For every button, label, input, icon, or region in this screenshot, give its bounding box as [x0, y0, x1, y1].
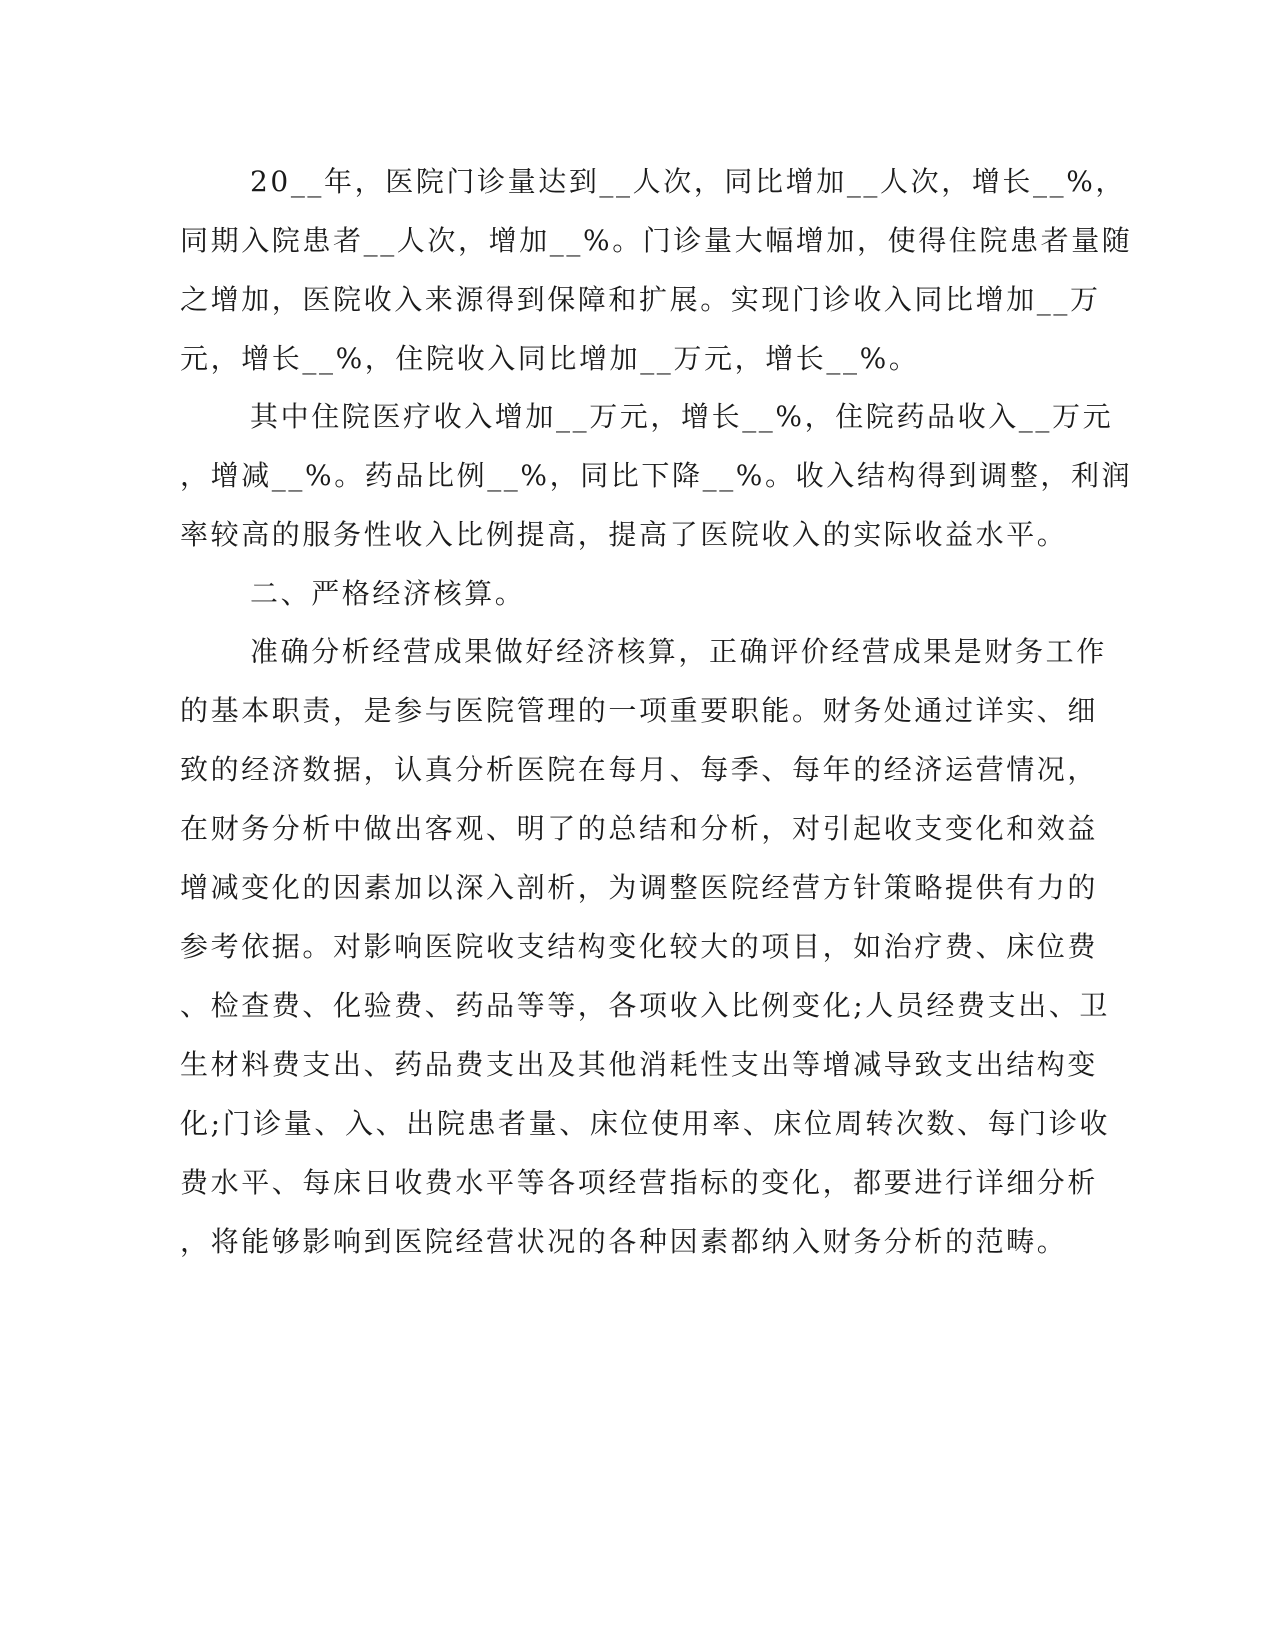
paragraph-1-line-2: 同期入院患者__人次，增加__%。门诊量大幅增加，使得住院患者量随	[180, 224, 1133, 257]
section-heading: 二、严格经济核算。	[250, 577, 526, 610]
paragraph-4-line-6: 参考依据。对影响医院收支结构变化较大的项目，如治疗费、床位费	[180, 930, 1099, 963]
paragraph-4-line-5: 增减变化的因素加以深入剖析，为调整医院经营方针策略提供有力的	[180, 871, 1099, 904]
paragraph-1-line-4: 元，增长__%，住院收入同比增加__万元，增长__%。	[180, 342, 920, 375]
paragraph-2-line-1: 其中住院医疗收入增加__万元，增长__%，住院药品收入__万元	[250, 400, 1114, 433]
paragraph-4-line-9: 化;门诊量、入、出院患者量、床位使用率、床位周转次数、每门诊收	[180, 1107, 1111, 1140]
paragraph-2-line-3: 率较高的服务性收入比例提高，提高了医院收入的实际收益水平。	[180, 518, 1068, 551]
paragraph-4-line-1: 准确分析经营成果做好经济核算，正确评价经营成果是财务工作	[250, 635, 1107, 668]
paragraph-4-line-4: 在财务分析中做出客观、明了的总结和分析，对引起收支变化和效益	[180, 812, 1099, 845]
paragraph-1-line-3: 之增加，医院收入来源得到保障和扩展。实现门诊收入同比增加__万	[180, 283, 1101, 316]
paragraph-4-line-3: 致的经济数据，认真分析医院在每月、每季、每年的经济运营情况，	[180, 753, 1099, 786]
paragraph-2-line-2: ，增减__%。药品比例__%，同比下降__%。收入结构得到调整，利润	[180, 459, 1133, 492]
paragraph-4-line-8: 生材料费支出、药品费支出及其他消耗性支出等增减导致支出结构变	[180, 1048, 1099, 1081]
paragraph-4-line-11: ，将能够影响到医院经营状况的各种因素都纳入财务分析的范畴。	[180, 1225, 1068, 1258]
paragraph-4-line-7: 、检查费、化验费、药品等等，各项收入比例变化;人员经费支出、卫	[180, 989, 1111, 1022]
paragraph-4-line-10: 费水平、每床日收费水平等各项经营指标的变化，都要进行详细分析	[180, 1166, 1099, 1199]
paragraph-1-line-1: 20__年，医院门诊量达到__人次，同比增加__人次，增长__%，	[250, 165, 1127, 198]
paragraph-4-line-2: 的基本职责，是参与医院管理的一项重要职能。财务处通过详实、细	[180, 694, 1099, 727]
